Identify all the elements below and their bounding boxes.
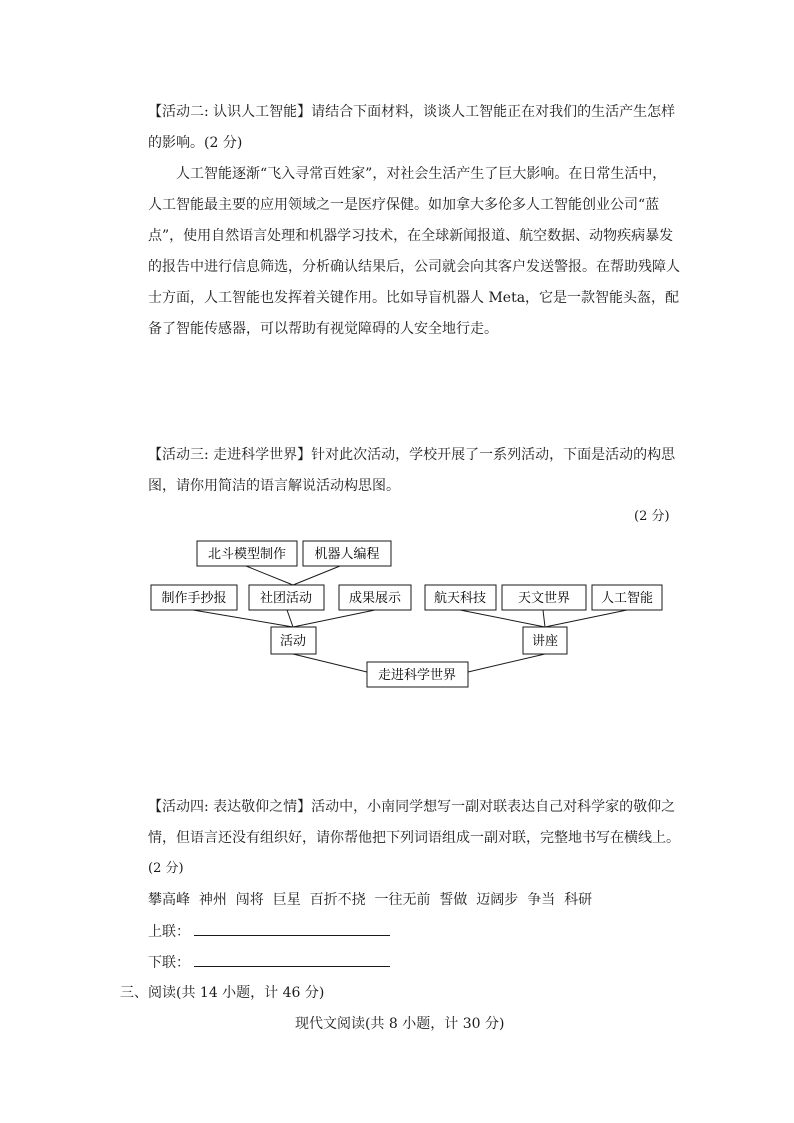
box-activity-label: 活动 [279,634,307,649]
activity2-question-line1: 【活动二: 认识人工智能】请结合下面材料，谈谈人工智能正在对我们的生活产生怎样 [148,104,676,120]
activity3-score: (2 分) [634,509,670,524]
box-club-activity [249,585,324,610]
box-robot-programming [303,541,391,566]
box-lecture [523,627,567,654]
passage-line-2: 人工智能最主要的应用领域之一是医疗保健。如加拿大多伦多人工智能创业公司“蓝 [148,197,660,213]
lower-couplet-label: 下联： [148,955,190,971]
passage-line-3: 点”，使用自然语言处理和机器学习技术，在全球新闻报道、航空数据、动物疾病暴发 [148,228,674,244]
box-beidou-model-label: 北斗模型制作 [207,547,287,562]
box-beidou-model [197,541,297,566]
passage-line-4: 的报告中进行信息筛选，分析确认结果后，公司就会向其客户发送警报。在帮助残障人 [148,259,680,275]
section3-heading: 三、阅读(共 14 小题，计 46 分) [120,985,325,1001]
activity2-title: 【活动二: 认识人工智能】 [148,104,312,120]
activity3-question-line2: 图，请你用简洁的语言解说活动构思图。 [148,478,400,494]
passage-line-5: 士方面，人工智能也发挥着关键作用。比如导盲机器人 Meta，它是一款智能头盔，配 [148,290,680,306]
upper-couplet-label: 上联： [148,924,190,940]
section3-subheading: 现代文阅读(共 8 小题，计 30 分) [295,1016,505,1032]
lower-couplet-blank[interactable] [194,952,390,967]
box-handbook-label: 制作手抄报 [161,591,227,606]
upper-couplet-blank[interactable] [194,921,390,936]
activity4-question-line1: 【活动四: 表达敬仰之情】活动中，小南同学想写一副对联表达自己对科学家的敬仰之 [148,799,676,815]
word-bank: 攀高峰 神州 闯将 巨星 百折不挠 一往无前 誓做 迈阔步 争当 科研 [148,892,593,908]
activity4-question-line2: 情，但语言还没有组织好，请你帮他把下列词语组成一副对联，完整地书写在横线上。 [148,830,680,846]
box-root-science-world [367,662,468,687]
passage-line-1: 人工智能逐渐“飞入寻常百姓家”，对社会生活产生了巨大影响。在日常生活中， [176,166,667,182]
box-ai [592,585,662,610]
box-club-activity-label: 社团活动 [259,591,313,606]
activity4-title: 【活动四: 表达敬仰之情】 [148,799,312,815]
activity3-title: 【活动三: 走进科学世界】 [148,447,312,463]
box-results-display-label: 成果展示 [348,591,402,606]
upper-couplet-row [148,921,390,942]
activity4-score: (2 分) [148,861,184,876]
activity2-question-line2: 的影响。(2 分) [148,135,243,151]
box-space-tech [425,585,496,610]
passage-line-6: 备了智能传感器，可以帮助有视觉障碍的人安全地行走。 [148,321,498,337]
activity3-question-line1: 【活动三: 走进科学世界】针对此次活动，学校开展了一系列活动，下面是活动的构思 [148,447,676,463]
box-handbook [151,585,237,610]
box-astronomy [502,585,586,610]
box-astronomy-label: 天文世界 [517,591,571,606]
box-results-display [339,585,411,610]
box-space-tech-label: 航天科技 [433,591,487,606]
box-ai-label: 人工智能 [600,591,654,606]
lower-couplet-row [148,952,390,973]
box-lecture-label: 讲座 [531,634,559,649]
box-root-label: 走进科学世界 [377,668,457,683]
box-robot-programming-label: 机器人编程 [314,547,380,562]
diagram-connectors [193,566,627,672]
box-activity [271,627,316,654]
